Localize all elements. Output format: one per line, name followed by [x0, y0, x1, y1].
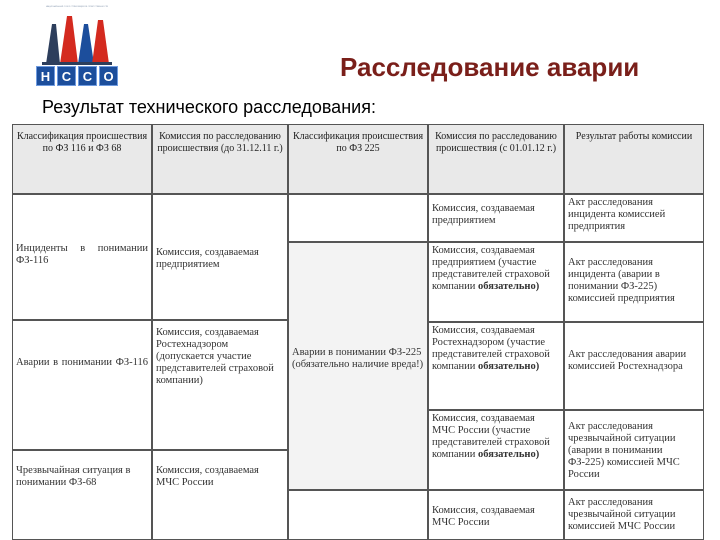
table-cell-commission-old: [152, 320, 288, 450]
cell-text: Акт расследования чрезвычайной ситуации (аварии в понимании ФЗ-225) комиссией МЧС России: [568, 421, 680, 480]
table-cell-empty: [288, 194, 428, 242]
investigation-table: [12, 124, 704, 540]
table-header-cell: Комиссия по расследованию происшествия (до 31.12.11 г.): [152, 124, 288, 194]
page-subtitle: Результат технического расследования:: [42, 97, 376, 117]
table-header-cell: Классификация происшествия по ФЗ 116 и ФЗ 68: [12, 124, 152, 194]
cell-text: Чрезвычайная ситуация в понимании ФЗ-68: [16, 465, 131, 488]
table-cell-empty: [288, 490, 428, 540]
table-cell-commission-new: [428, 194, 564, 242]
cell-text: Комиссия, создаваемая Ростехнадзором (допускается участие представителей страховой компании): [156, 327, 274, 386]
table-header-cell: Комиссия по расследованию происшествия (с 01.01.12 г.): [428, 124, 564, 194]
table-cell-classification: [12, 194, 152, 320]
nsso-logo: [34, 6, 120, 88]
logo-letter: Н: [36, 66, 55, 86]
cell-text: Инциденты в понимании ФЗ-116: [16, 243, 148, 266]
table-cell-commission-old: [152, 194, 288, 320]
table-header-cell: Результат работы комиссии: [564, 124, 704, 194]
logo-letters: [36, 66, 118, 86]
logo-towers-icon: [34, 6, 120, 66]
cell-emphasis: обязательно): [478, 449, 540, 460]
cell-text: Комиссия, создаваемая предприятием: [156, 247, 259, 270]
table-header-cell: Классификация происшествия по ФЗ 225: [288, 124, 428, 194]
logo-caption: НАЦИОНАЛЬНЫЙ СОЮЗ СТРАХОВЩИКОВ ОТВЕТСТВЕННОСТИ: [45, 6, 109, 8]
table-cell-commission-new: [428, 410, 564, 490]
cell-emphasis: обязательно): [478, 281, 540, 292]
table-cell-classification: [12, 450, 152, 540]
table-cell-result: [564, 490, 704, 540]
cell-text: Акт расследования инцидента комиссией предприятия: [568, 197, 666, 232]
table-cell-result: [564, 322, 704, 410]
cell-emphasis: обязательно): [478, 361, 540, 372]
cell-text: Комиссия, создаваемая Ростехнадзором (участие представителей страховой компании: [432, 325, 550, 372]
cell-text: Аварии в понимании ФЗ-116: [16, 357, 148, 368]
cell-text: Комиссия, создаваемая МЧС России: [156, 465, 259, 488]
table-cell-commission-new: [428, 242, 564, 322]
table-cell-classification: [12, 320, 152, 450]
cell-text: Акт расследования чрезвычайной ситуации комиссией МЧС России: [568, 497, 676, 532]
page-title: Расследование аварии: [340, 52, 640, 82]
logo-letter: С: [78, 66, 97, 86]
table-cell-commission-old: [152, 450, 288, 540]
table-cell-commission-new: [428, 490, 564, 540]
table-cell-commission-new: [428, 322, 564, 410]
table-cell-result: [564, 194, 704, 242]
logo-letter: С: [57, 66, 76, 86]
logo-letter: О: [99, 66, 118, 86]
cell-text: Комиссия, создаваемая МЧС России: [432, 505, 535, 528]
cell-text: Комиссия, создаваемая предприятием (участие представителей страховой компании: [432, 245, 550, 292]
cell-text: Акт расследования инцидента (аварии в понимании ФЗ-225) комиссией предприятия: [568, 257, 675, 304]
table-cell-result: [564, 410, 704, 490]
cell-text: Комиссия, создаваемая предприятием: [432, 203, 535, 226]
table-cell-result: [564, 242, 704, 322]
cell-text: Аварии в понимании ФЗ-225 (обязательно наличие вреда!): [292, 347, 424, 370]
cell-text: Комиссия, создаваемая МЧС России (участие представителей страховой компании: [432, 413, 550, 460]
cell-text: Акт расследования аварии комиссией Ростехнадзора: [568, 349, 687, 372]
table-cell-classification-225: [288, 242, 428, 490]
